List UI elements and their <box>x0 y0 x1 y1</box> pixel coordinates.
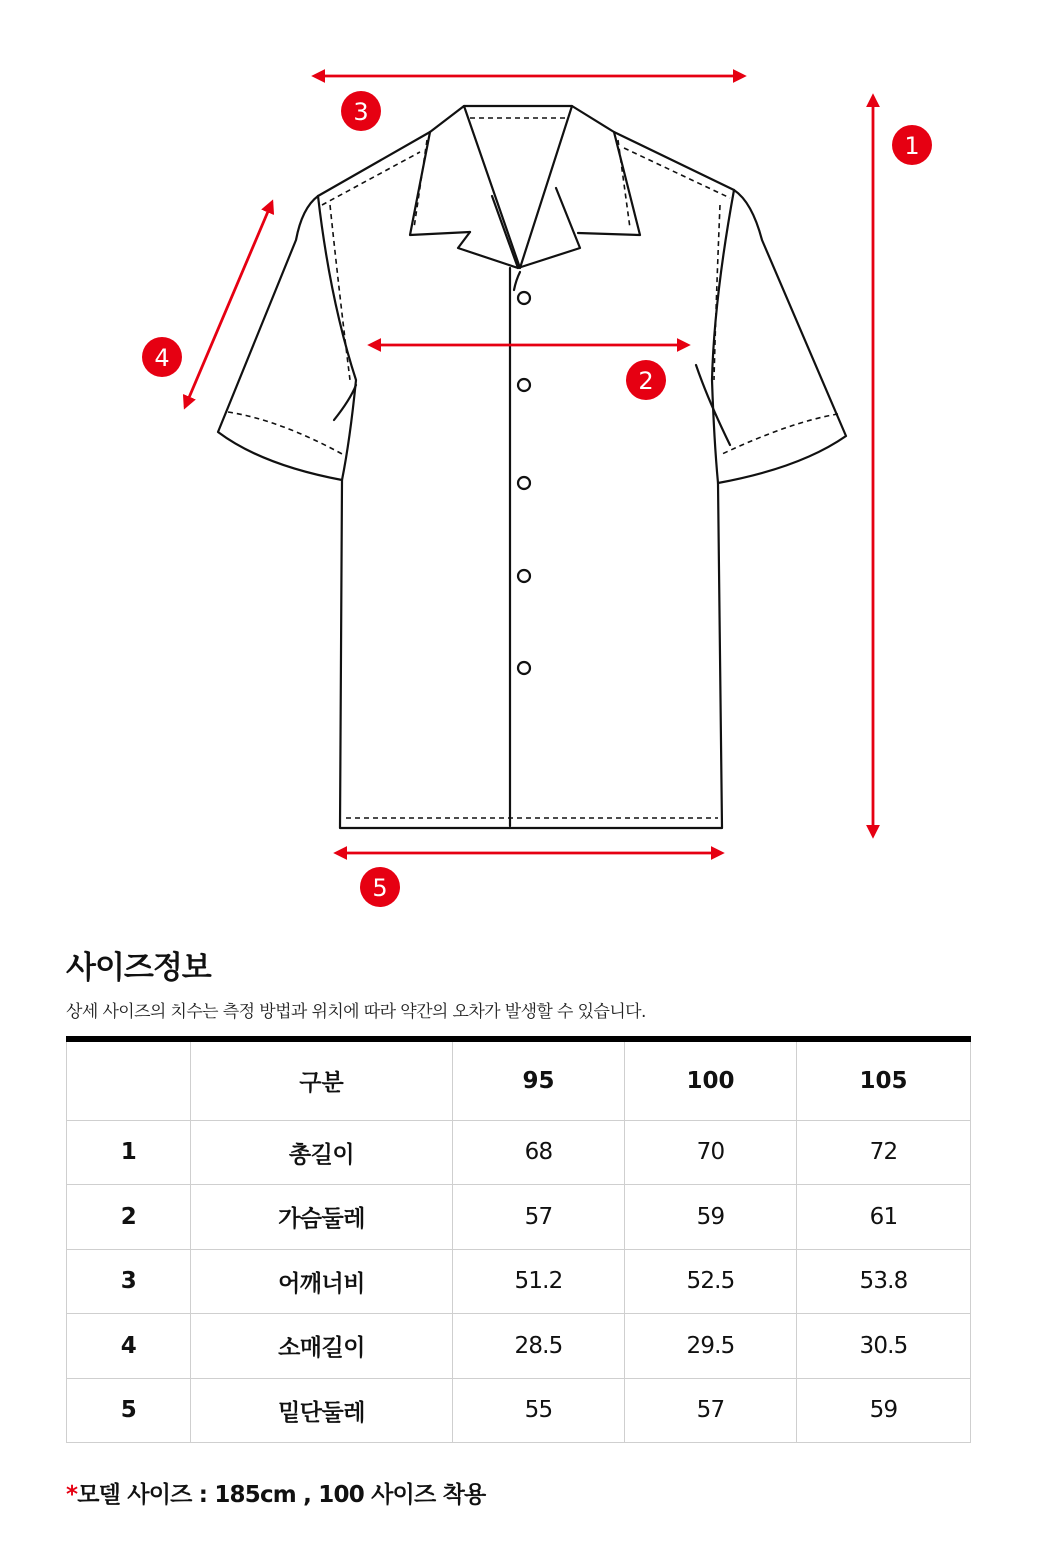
cell-value: 59 <box>625 1185 797 1250</box>
size-info-title: 사이즈정보 <box>66 950 211 986</box>
table-row <box>67 1314 971 1379</box>
shirt-illustration <box>218 106 846 828</box>
row-number: 4 <box>67 1314 191 1379</box>
marker-4-number: 4 <box>154 344 170 372</box>
row-label: 총길이 <box>191 1120 453 1185</box>
cell-value: 30.5 <box>797 1314 971 1379</box>
marker-4 <box>142 337 182 377</box>
cell-value: 28.5 <box>453 1314 625 1379</box>
marker-3-number: 3 <box>353 98 369 126</box>
marker-2 <box>626 360 666 400</box>
table-row <box>67 1185 971 1250</box>
row-number: 1 <box>67 1120 191 1185</box>
row-label: 밑단둘레 <box>191 1378 453 1443</box>
size-table <box>66 1036 971 1443</box>
marker-5-number: 5 <box>372 874 388 902</box>
cell-value: 55 <box>453 1378 625 1443</box>
cell-value: 61 <box>797 1185 971 1250</box>
marker-5 <box>360 867 400 907</box>
cell-value: 57 <box>625 1378 797 1443</box>
size-info-subtitle: 상세 사이즈의 치수는 측정 방법과 위치에 따라 약간의 오차가 발생할 수 있습니다. <box>66 1002 646 1022</box>
cell-value: 52.5 <box>625 1249 797 1314</box>
row-label: 가슴둘레 <box>191 1185 453 1250</box>
header-size-105: 105 <box>797 1039 971 1120</box>
cell-value: 51.2 <box>453 1249 625 1314</box>
cell-value: 29.5 <box>625 1314 797 1379</box>
header-category: 구분 <box>191 1039 453 1120</box>
cell-value: 53.8 <box>797 1249 971 1314</box>
footnote-asterisk: * <box>66 1482 78 1508</box>
row-label: 소매길이 <box>191 1314 453 1379</box>
header-index <box>67 1039 191 1120</box>
table-row <box>67 1249 971 1314</box>
row-number: 2 <box>67 1185 191 1250</box>
header-size-95: 95 <box>453 1039 625 1120</box>
table-row <box>67 1120 971 1185</box>
shirt-buttons <box>518 292 530 674</box>
table-header-row <box>67 1039 971 1120</box>
arrow-sleeve <box>185 202 272 407</box>
marker-1-number: 1 <box>904 132 920 160</box>
row-number: 3 <box>67 1249 191 1314</box>
cell-value: 72 <box>797 1120 971 1185</box>
cell-value: 68 <box>453 1120 625 1185</box>
footnote-text: 모델 사이즈 : 185cm , 100 사이즈 착용 <box>77 1482 486 1508</box>
cell-value: 57 <box>453 1185 625 1250</box>
model-size-note <box>66 1476 485 1509</box>
row-label: 어깨너비 <box>191 1249 453 1314</box>
marker-2-number: 2 <box>638 367 654 395</box>
marker-1 <box>892 125 932 165</box>
marker-3 <box>341 91 381 131</box>
cell-value: 59 <box>797 1378 971 1443</box>
table-row <box>67 1378 971 1443</box>
row-number: 5 <box>67 1378 191 1443</box>
header-size-100: 100 <box>625 1039 797 1120</box>
cell-value: 70 <box>625 1120 797 1185</box>
